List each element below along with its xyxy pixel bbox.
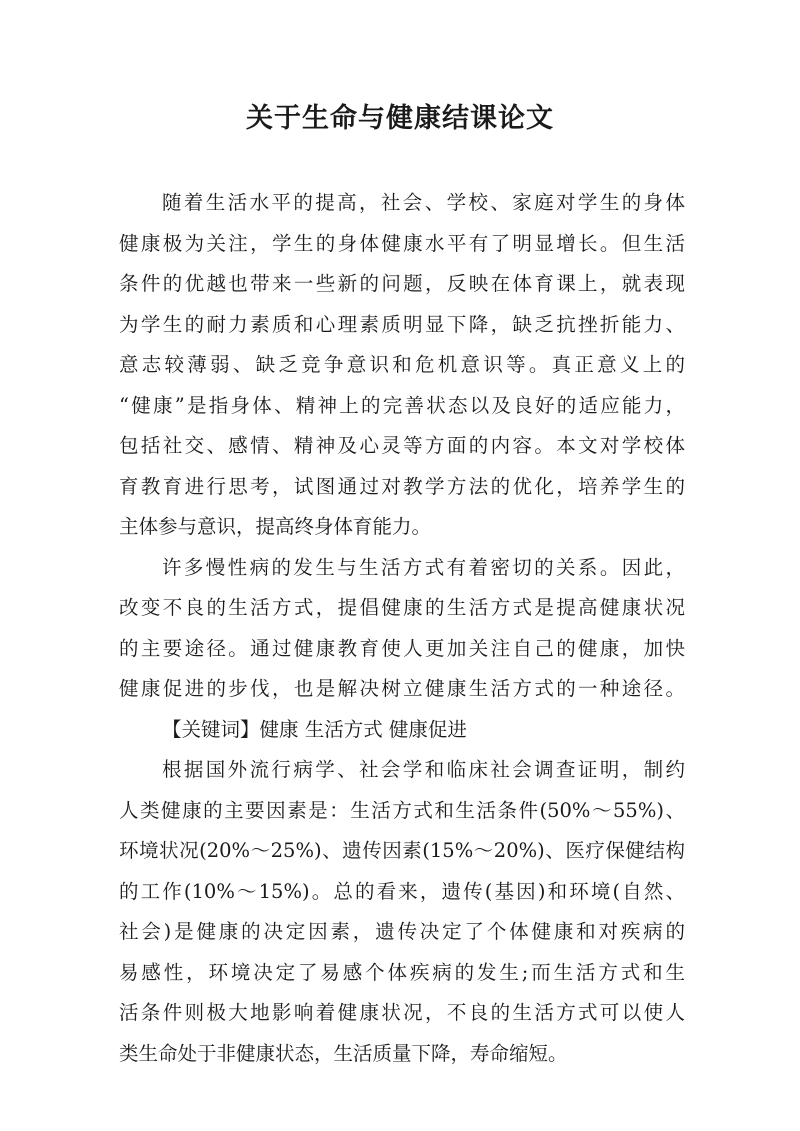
text-line: 健康促进的步伐，也是解决树立健康生活方式的一种途径。 bbox=[119, 677, 685, 700]
text-line: 育教育进行思考，试图通过对教学方法的优化，培养学生的 bbox=[119, 474, 685, 498]
keywords-line: 【关键词】健康 生活方式 健康促进 bbox=[162, 717, 467, 741]
text-line: 随着生活水平的提高，社会、学校、家庭对学生的身体 bbox=[162, 191, 685, 214]
text-line: 活条件则极大地影响着健康状况，不良的生活方式可以使人 bbox=[119, 1001, 685, 1024]
paragraph-intro bbox=[119, 183, 685, 548]
text-line: 健康极为关注，学生的身体健康水平有了明显增长。但生活 bbox=[119, 231, 685, 255]
text-line: 的主要途径。通过健康教育使人更加关注自己的健康，加快 bbox=[119, 636, 685, 660]
paragraph-keywords bbox=[119, 710, 685, 751]
text-line: 许多慢性病的发生与生活方式有着密切的关系。因此， bbox=[162, 555, 685, 579]
text-line: 易感性，环境决定了易感个体疾病的发生;而生活方式和生 bbox=[119, 960, 685, 984]
text-line: 主体参与意识，提高终身体育能力。 bbox=[119, 515, 432, 538]
document-body bbox=[119, 183, 685, 1074]
text-line: 意志较薄弱、缺乏竞争意识和危机意识等。真正意义上的 bbox=[119, 353, 685, 376]
text-line: 类生命处于非健康状态，生活质量下降，寿命缩短。 bbox=[119, 1041, 568, 1065]
text-line: “健康”是指身体、精神上的完善状态以及良好的适应能力， bbox=[119, 393, 685, 417]
text-line: 条件的优越也带来一些新的问题，反映在体育课上，就表现 bbox=[119, 272, 685, 295]
text-line: 的工作(10%～15%)。总的看来，遗传(基因)和环境(自然、 bbox=[119, 879, 685, 903]
text-line: 为学生的耐力素质和心理素质明显下降，缺乏抗挫折能力、 bbox=[119, 312, 685, 336]
text-line: 人类健康的主要因素是：生活方式和生活条件(50%～55%)、 bbox=[119, 798, 685, 822]
paragraph-lifestyle bbox=[119, 548, 685, 710]
text-line: 环境状况(20%～25%)、遗传因素(15%～20%)、医疗保健结构 bbox=[119, 839, 685, 862]
text-line: 根据国外流行病学、社会学和临床社会调查证明，制约 bbox=[162, 758, 685, 781]
text-line: 包括社交、感情、精神及心灵等方面的内容。本文对学校体 bbox=[119, 434, 685, 457]
text-line: 改变不良的生活方式，提倡健康的生活方式是提高健康状况 bbox=[119, 596, 685, 619]
document-title: 关于生命与健康结课论文 bbox=[246, 103, 554, 134]
paragraph-factors bbox=[119, 750, 685, 1074]
text-line: 社会)是健康的决定因素，遗传决定了个体健康和对疾病的 bbox=[119, 920, 685, 943]
